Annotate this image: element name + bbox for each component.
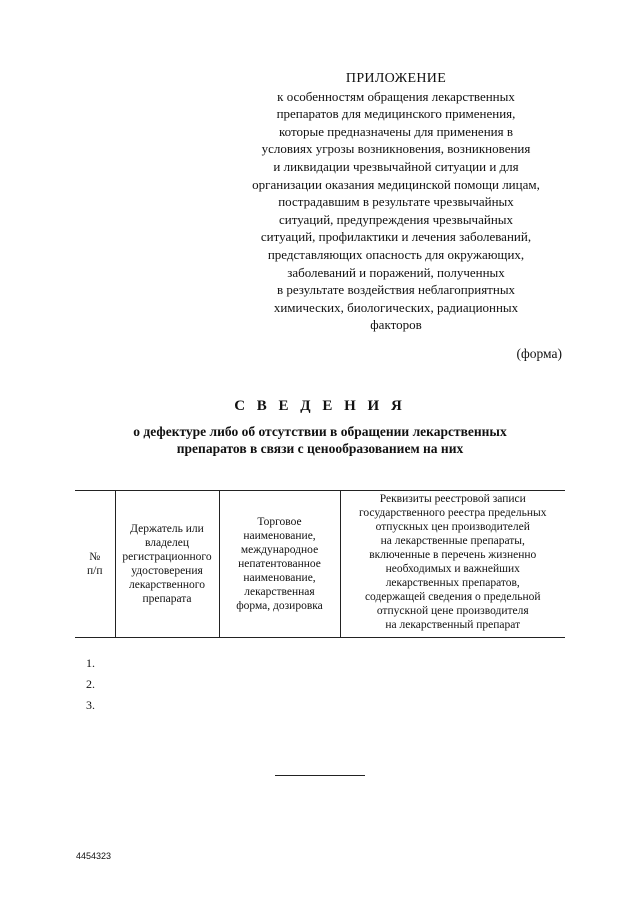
- appendix-block: [220, 70, 572, 334]
- appendix-line: факторов: [370, 317, 422, 333]
- row-number: 1.: [86, 656, 95, 670]
- header-drug-name: Торговое наименование, международное непатентованное наименование, лекарственная форма, дозировка: [219, 491, 340, 638]
- header-holder: Держатель или владелец регистрационного удостоверения лекарственного препарата: [115, 491, 219, 638]
- subtitle-line: о дефектуре либо об отсутствии в обращении лекарственных: [133, 424, 507, 439]
- row-numbers: [86, 656, 95, 719]
- subtitle-line: препаратов в связи с ценообразованием на них: [176, 441, 464, 456]
- form-label: (форма): [516, 346, 562, 361]
- document-subtitle: [90, 423, 550, 457]
- appendix-line: которые предназначены для применения в: [279, 123, 513, 139]
- document-number: 4454323: [76, 851, 112, 861]
- appendix-line: организации оказания медицинской помощи лицам,: [252, 176, 540, 192]
- appendix-line: препаратов для медицинского применения,: [276, 106, 516, 122]
- appendix-line: условиях угрозы возникновения, возникновения: [261, 141, 531, 157]
- appendix-line: в результате воздействия неблагоприятных: [276, 282, 516, 298]
- appendix-line: к особенностям обращения лекарственных: [277, 88, 515, 104]
- table-header-row: [75, 491, 565, 638]
- end-divider: [275, 775, 365, 776]
- appendix-line: и ликвидации чрезвычайной ситуации и для: [273, 158, 519, 174]
- appendix-line: ситуаций, предупреждения чрезвычайных: [278, 211, 514, 227]
- appendix-line: представляющих опасность для окружающих,: [267, 246, 525, 262]
- appendix-line: химических, биологических, радиационных: [273, 299, 519, 315]
- header-number: № п/п: [75, 491, 115, 638]
- row-number: 2.: [86, 677, 95, 691]
- appendix-title: ПРИЛОЖЕНИЕ: [345, 71, 447, 86]
- form-table: [75, 490, 565, 638]
- document-title: С В Е Д Е Н И Я: [234, 398, 406, 414]
- header-registry-entry: Реквизиты реестровой записи государственного реестра предельных отпускных цен производителей на лекарственные препараты, включенные в перечень жизненно необходимых и важнейших лекарственных препаратов, содержащей сведения о предельной отпускной цене производителя на лекарственный препарат: [340, 491, 565, 638]
- appendix-line: ситуаций, профилактики и лечения заболеваний,: [260, 229, 532, 245]
- appendix-line: заболеваний и поражений, полученных: [287, 264, 505, 280]
- appendix-line: пострадавшим в результате чрезвычайных: [278, 194, 514, 210]
- row-number: 3.: [86, 698, 95, 712]
